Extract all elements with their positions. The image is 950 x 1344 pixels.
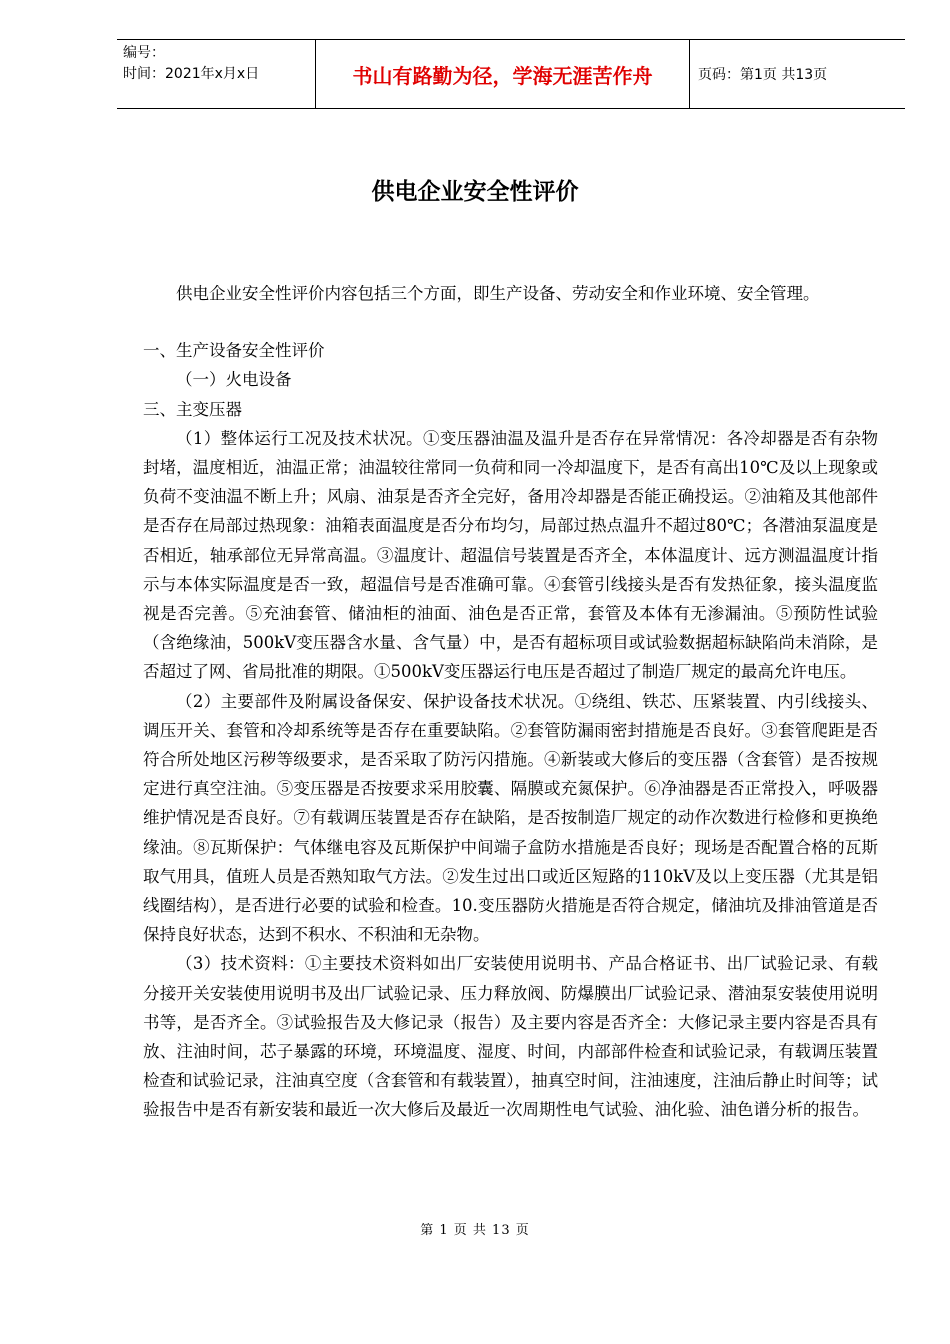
document-body (143, 279, 878, 1125)
header-page-label: 页码：第1页 共13页 (698, 67, 828, 83)
header-motto: 书山有路勤为径，学海无涯苦作舟 (315, 40, 690, 108)
paragraph-1: （1）整体运行工况及技术状况。①变压器油温及温升是否存在异常情况：各冷却器是否有杂物封堵，温度相近，油温正常；油温较往常同一负荷和同一冷却温度下，是否有高出10℃及以上现象或负荷不变油温不断上升；风扇、油泵是否齐全完好，备用冷却器是否能正确投运。②油箱及其他部件是否存在局部过热现象：油箱表面温度是否分布均匀，局部过热点温升不超过80℃；各潜油泵温度是否相近，轴承部位无异常高温。③温度计、超温信号装置是否齐全，本体温度计、远方测温温度计指示与本体实际温度是否一致，超温信号是否准确可靠。④套管引线接头是否有发热征象，接头温度监视是否完善。⑤充油套管、储油柜的油面、油色是否正常，套管及本体有无渗漏油。⑤预防性试验（含绝缘油，500kV变压器含水量、含气量）中，是否有超标项目或试验数据超标缺陷尚未消除，是否超过了网、省局批准的期限。①500kV变压器运行电压是否超过了制造厂规定的最高允许电压。 (143, 428, 878, 682)
header-meta (117, 40, 315, 108)
number-label: 编号： (123, 45, 165, 61)
paragraph-3: （3）技术资料：①主要技术资料如出厂安装使用说明书、产品合格证书、出厂试验记录、有载分接开关安装使用说明书及出厂试验记录、压力释放阀、防爆膜出厂试验记录、潜油泵安装使用说明书等，是否齐全。③试验报告及大修记录（报告）及主要内容是否齐全：大修记录主要内容是否具有放、注油时间，芯子暴露的环境，环境温度、湿度、时间，内部部件检查和试验记录，有载调压装置检查和试验记录，注油真空度（含套管和有载装置），抽真空时间，注油速度，注油后静止时间等；试验报告中是否有新安装和最近一次大修后及最近一次周期性电气试验、油化验、油色谱分析的报告。 (143, 954, 878, 1120)
document-title: 供电企业安全性评价 (371, 179, 579, 205)
subsection-heading-1: （一）火电设备 (176, 370, 292, 390)
section-heading-3: 三、主变压器 (143, 399, 242, 419)
paragraph-2: （2）主要部件及附属设备保安、保护设备技术状况。①绕组、铁芯、压紧装置、内引线接头、调压开关、套管和冷却系统等是否存在重要缺陷。②套管防漏雨密封措施是否良好。③套管爬距是否符合所处地区污秽等级要求，是否采取了防污闪措施。④新装或大修后的变压器（含套管）是否按规定进行真空注油。⑤变压器是否按要求采用胶囊、隔膜或充氮保护。⑥净油器是否正常投入，呼吸器维护情况是否良好。⑦有载调压装置是否存在缺陷，是否按制造厂规定的动作次数进行检修和更换绝缘油。⑧瓦斯保护：气体继电容及瓦斯保护中间端子盒防水措施是否良好；现场是否配置合格的瓦斯取气用具，值班人员是否熟知取气方法。②发生过出口或近区短路的110kV及以上变压器（尤其是铝线圈结构），是否进行必要的试验和检查。10.变压器防火措施是否符合规定，储油坑及排油管道是否保持良好状态，达到不积水、不积油和无杂物。 (143, 691, 878, 945)
page-footer: 第 1 页 共 13 页 (420, 1223, 530, 1238)
page-header (117, 39, 905, 109)
section-heading-1: 一、生产设备安全性评价 (143, 341, 325, 361)
intro-paragraph: 供电企业安全性评价内容包括三个方面，即生产设备、劳动安全和作业环境、安全管理。 (176, 284, 820, 303)
time-label: 时间：2021年x月x日 (123, 66, 260, 82)
